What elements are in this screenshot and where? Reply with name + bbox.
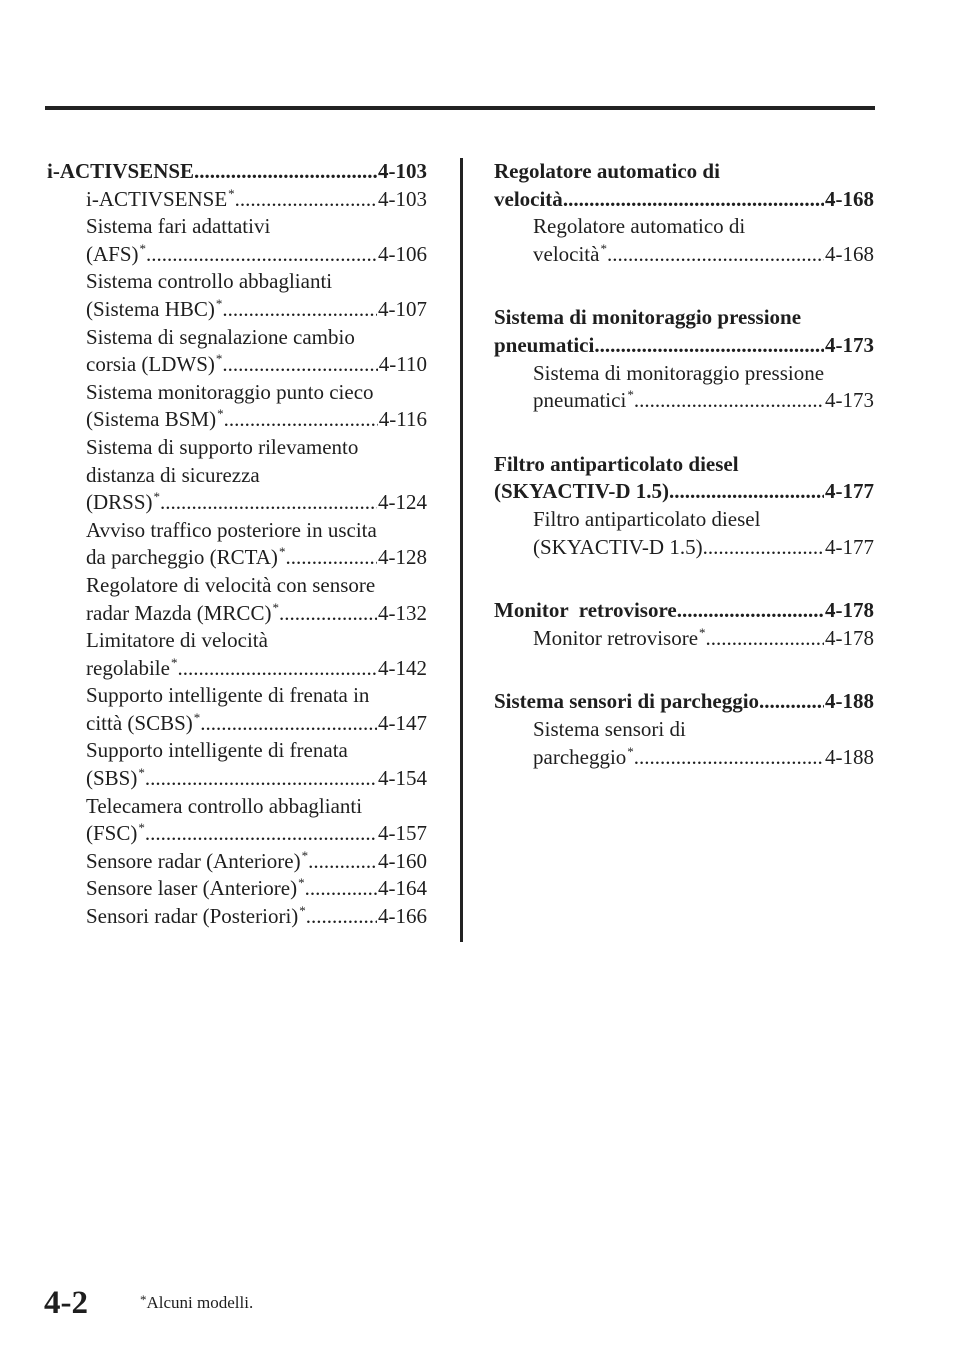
some-models-asterisk: * [138,765,145,781]
toc-section-heading [494,158,874,213]
toc-page-ref: 4-177 [825,479,874,504]
footnote-text: Alcuni modelli. [146,1293,254,1312]
dot-leader [194,158,377,186]
toc-sub-entry [47,793,427,848]
toc-entry-title-line: Telecamera controllo abbaglianti [86,793,363,818]
dot-leader [306,903,377,931]
some-models-asterisk: * [699,624,706,640]
toc-page-ref: 4-116 [378,407,427,432]
toc-entry-title-line: Regolatore automatico di [494,159,720,183]
toc-sub-entry [47,572,427,627]
toc-sub-entry [47,627,427,682]
toc-entry-line [494,478,874,506]
dot-leader [759,688,824,716]
toc-entry-line [47,241,427,269]
toc-section-heading [494,597,874,625]
some-models-asterisk: * [301,847,309,863]
toc-sub-entry [494,360,874,415]
toc-entry-title-line: Filtro antiparticolato diesel [533,506,761,531]
toc-page-ref: 4-154 [378,766,427,791]
toc-section-heading [494,451,874,506]
footnote [140,1293,253,1313]
toc-page-ref: 4-132 [378,600,427,625]
toc-entry-title-line: Sistema fari adattativi [86,214,271,239]
toc-entry-title: (Sistema BSM) [86,407,217,432]
page-number: 4-2 [44,1285,88,1321]
toc-sub-entry [47,848,427,876]
toc-entry-line [47,875,427,903]
dot-leader [200,710,377,738]
toc-page-ref: 4-164 [378,876,427,901]
toc-entry-title: parcheggio [533,744,627,769]
some-models-asterisk: * [600,240,607,256]
toc-page-ref: 4-103 [378,159,427,183]
toc-entry-title: i-ACTIVSENSE [86,186,228,211]
toc-entry-line [47,903,427,931]
toc-entry-line [47,820,427,848]
toc-entry-title: città (SCBS) [86,710,193,735]
toc-entry-title-line: Regolatore di velocità con sensore [86,572,376,597]
toc-entry-title: velocità [494,186,563,211]
toc-page-ref: 4-168 [825,241,874,266]
toc-entry-title-line: Limitatore di velocità [86,628,268,653]
toc-entry-title: regolabile [86,655,170,680]
toc-sub-entry [47,434,427,517]
toc-entry-line [47,351,427,379]
toc-section-heading [47,158,427,186]
toc-page-ref: 4-178 [825,598,874,623]
toc-sub-entry [47,324,427,379]
some-models-asterisk: * [215,351,223,367]
dot-leader [224,406,378,434]
some-models-asterisk: * [170,654,178,670]
some-models-asterisk: * [299,903,306,919]
toc-entry-title: Monitor retrovisore [494,598,677,623]
dot-leader [634,387,824,415]
toc-sub-entry [47,517,427,572]
dot-leader [308,848,377,876]
toc-entry-title: (AFS) [86,241,139,266]
toc-sub-entry [494,213,874,268]
some-models-asterisk: * [272,599,279,615]
some-models-asterisk: * [627,743,634,759]
some-models-asterisk: * [139,240,147,256]
some-models-asterisk: * [215,295,223,311]
toc-entry-title-line: Sistema monitoraggio punto cieco [86,379,374,404]
toc-page-ref: 4-168 [825,186,874,211]
dot-leader [669,478,824,506]
toc-sub-entry [47,186,427,214]
dot-leader [177,655,377,683]
toc-entry-title-line: Supporto intelligente di frenata in [86,683,370,708]
top-rule [45,106,875,110]
dot-leader [706,625,824,653]
toc-sub-entry [47,213,427,268]
toc-group-gap [494,268,874,304]
toc-right-column [494,158,874,771]
toc-sub-entry [494,716,874,771]
column-divider [460,158,463,942]
toc-entry-title-line: Sistema sensori di [533,716,686,741]
toc-entry-title: (DRSS) [86,490,153,515]
toc-section-heading [494,688,874,716]
toc-page-ref: 4-160 [378,848,427,873]
toc-sub-entry [47,379,427,434]
toc-entry-title-line: Sistema di monitoraggio pressione [494,305,802,330]
dot-leader [146,241,377,269]
toc-sub-entry [47,737,427,792]
dot-leader [235,186,377,214]
toc-sub-entry [47,268,427,323]
toc-page-ref: 4-188 [825,744,874,769]
toc-page-ref: 4-166 [378,904,427,929]
dot-leader [305,875,377,903]
toc-entry-title-line: Sistema controllo abbaglianti [86,269,333,294]
toc-page-ref: 4-106 [378,241,427,266]
toc-entry-title: Monitor retrovisore [533,625,699,650]
toc-entry-title: corsia (LDWS) [86,352,215,377]
toc-left-column [47,158,427,931]
toc-group-gap [494,415,874,451]
toc-page-ref: 4-142 [378,655,427,680]
toc-page-ref: 4-157 [378,821,427,846]
dot-leader [634,744,824,772]
toc-entry-title: (Sistema HBC) [86,296,215,321]
toc-page-ref: 4-147 [378,710,427,735]
toc-entry-title: i-ACTIVSENSE [47,159,195,183]
toc-entry-title: (SBS) [86,766,138,791]
toc-sub-entry [47,903,427,931]
toc-entry-line [47,489,427,517]
some-models-asterisk: * [298,875,305,891]
toc-sub-entry [47,682,427,737]
toc-page-ref: 4-107 [378,296,427,321]
toc-group-gap [494,652,874,688]
dot-leader [145,820,377,848]
some-models-asterisk: * [153,489,161,505]
toc-entry-line [47,406,427,434]
some-models-asterisk: * [627,387,634,403]
toc-entry-line [494,241,874,269]
toc-page-ref: 4-178 [825,625,874,650]
toc-entry-line [494,534,874,562]
dot-leader [145,765,377,793]
toc-group-gap [494,561,874,597]
toc-entry-line [494,387,874,415]
dot-leader [222,296,377,324]
toc-entry-title-line: Filtro antiparticolato diesel [494,451,739,476]
toc-entry-line [494,744,874,772]
toc-entry-title: radar Mazda (MRCC) [86,600,272,625]
toc-entry-title: (SKYACTIV-D 1.5) [494,479,670,504]
toc-entry-line [47,186,427,214]
toc-entry-line [494,688,874,716]
dot-leader [607,241,824,269]
toc-entry-title: (FSC) [86,821,138,846]
dot-leader [222,351,377,379]
toc-sub-entry [494,506,874,561]
some-models-asterisk: * [217,406,224,422]
dot-leader [563,186,824,214]
toc-entry-line [494,332,874,360]
toc-sub-entry [494,625,874,653]
toc-entry-title: (SKYACTIV-D 1.5) [533,534,703,559]
toc-entry-title: pneumatici [494,332,595,357]
dot-leader [160,489,377,517]
toc-entry-title: pneumatici [533,388,627,413]
toc-page-ref: 4-128 [378,545,427,570]
toc-entry-title: Sensore radar (Anteriore) [86,848,301,873]
toc-entry-title: Sensori radar (Posteriori) [86,904,299,929]
toc-entry-title-line: Sistema di supporto rilevamento [86,434,359,459]
footnote-star: * [140,1292,147,1307]
toc-entry-title-line: Regolatore automatico di [533,214,746,239]
toc-page-ref: 4-110 [378,352,427,377]
toc-page-ref: 4-124 [378,490,427,515]
toc-sub-entry [47,875,427,903]
toc-entry-title-line: Sistema di monitoraggio pressione [533,360,825,385]
toc-entry-line [47,848,427,876]
dot-leader [594,332,824,360]
toc-entry-title-line: Sistema di segnalazione cambio [86,324,355,349]
toc-page-ref: 4-173 [825,388,874,413]
toc-page-ref: 4-103 [378,186,427,211]
toc-entry-title: da parcheggio (RCTA) [86,545,278,570]
dot-leader [279,600,377,628]
some-models-asterisk: * [138,820,145,836]
some-models-asterisk: * [228,185,235,201]
toc-entry-title-line: distanza di sicurezza [86,462,260,487]
toc-page-ref: 4-188 [825,689,874,714]
toc-page-ref: 4-173 [825,332,874,357]
toc-entry-line [47,296,427,324]
toc-entry-title: Sensore laser (Anteriore) [86,876,298,901]
toc-entry-title: velocità [533,241,600,266]
toc-entry-line [494,625,874,653]
toc-entry-line [47,655,427,683]
toc-entry-line [47,765,427,793]
some-models-asterisk: * [278,544,286,560]
toc-entry-title-line: Avviso traffico posteriore in uscita [86,517,377,542]
toc-entry-line [47,158,427,186]
toc-entry-line [47,710,427,738]
toc-entry-line [47,600,427,628]
toc-entry-line [494,597,874,625]
dot-leader [285,544,377,572]
some-models-asterisk: * [193,709,201,725]
toc-section-heading [494,304,874,359]
dot-leader [703,534,824,562]
toc-entry-line [494,186,874,214]
toc-page-ref: 4-177 [825,534,874,559]
toc-entry-line [47,544,427,572]
toc-entry-title: Sistema sensori di parcheggio [494,689,760,714]
toc-entry-title-line: Supporto intelligente di frenata [86,738,348,763]
